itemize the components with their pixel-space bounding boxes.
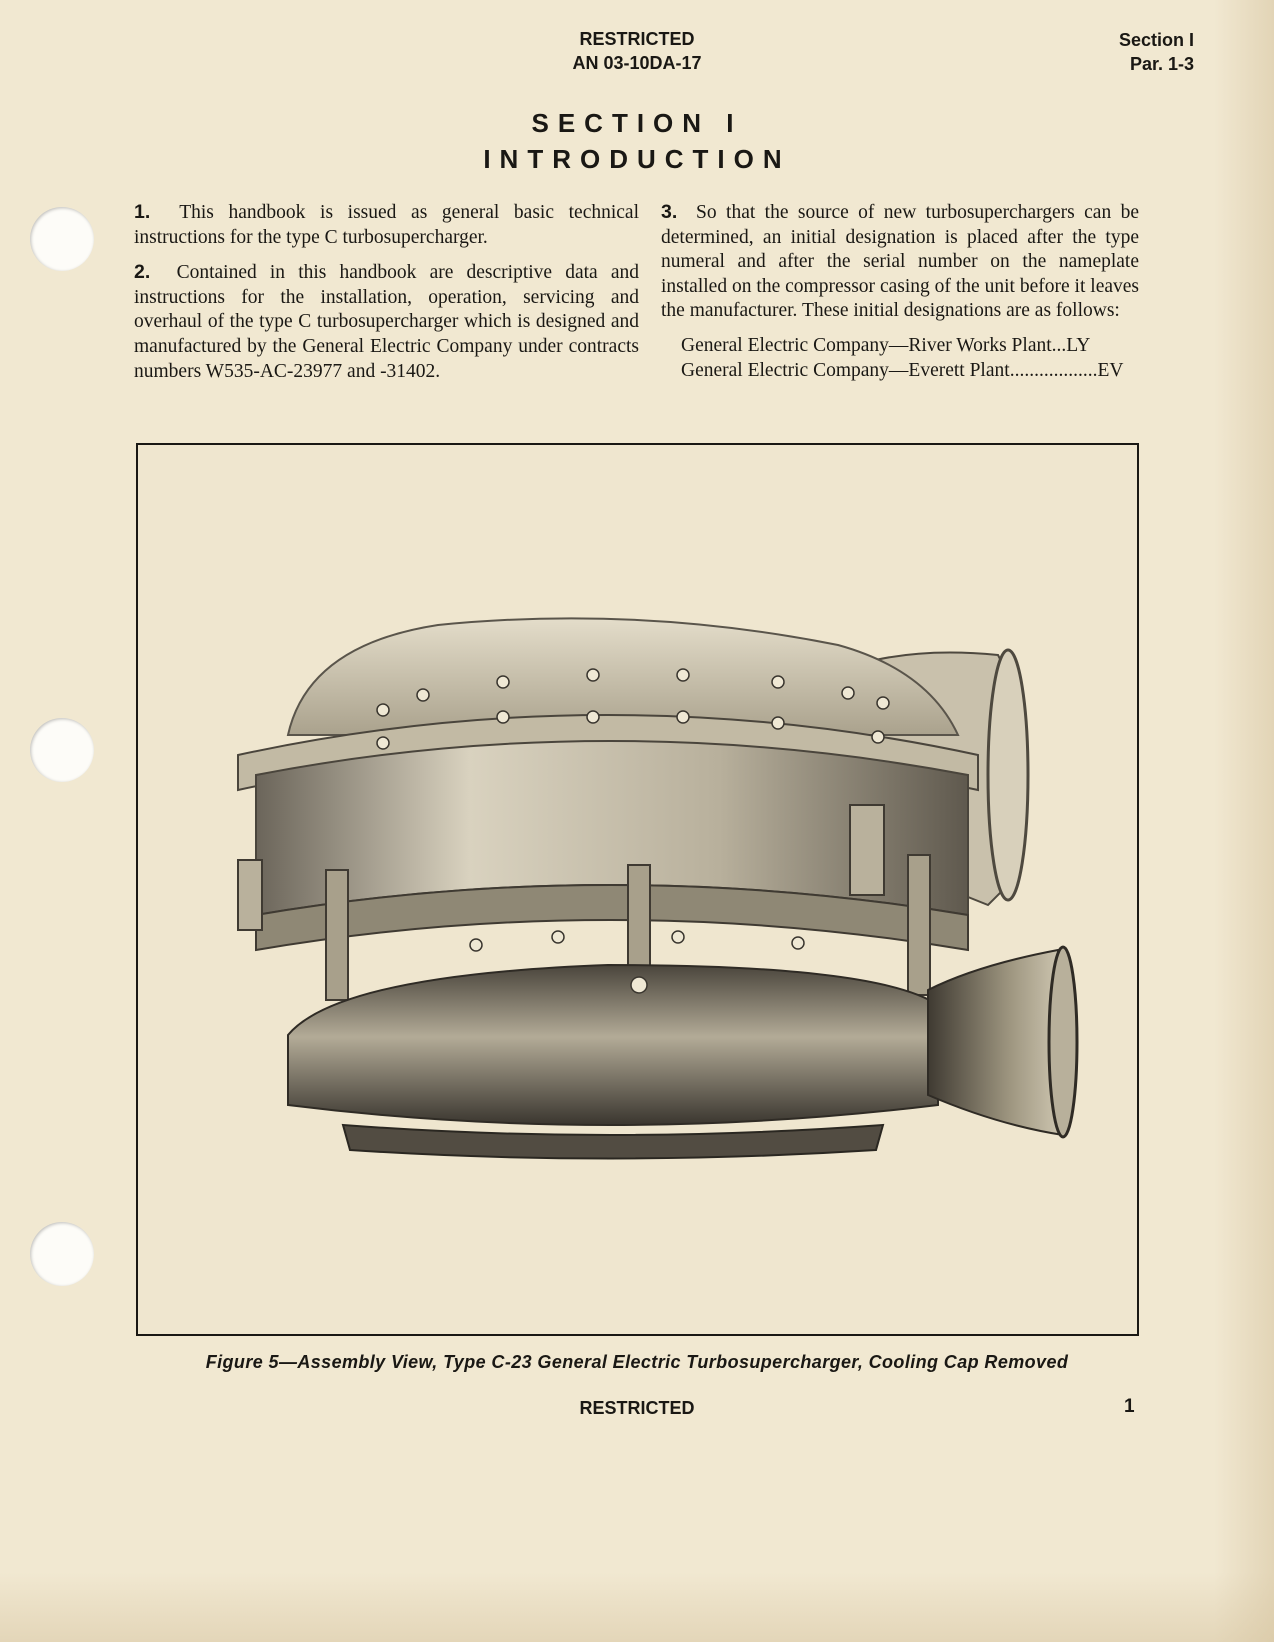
turbosupercharger-photo: [138, 445, 1139, 1336]
binder-hole-top: [30, 207, 94, 271]
header-section: Section I: [1118, 30, 1194, 50]
binder-hole-bottom: [30, 1222, 94, 1286]
designation-line-2: General Electric Company—Everett Plant..................EV: [681, 359, 1124, 381]
header-doc-number: AN 03-10DA-17: [572, 53, 702, 73]
paragraph-number: 2.: [134, 261, 151, 284]
paragraph-number: 1.: [134, 201, 151, 223]
figure-frame: [136, 443, 1139, 1336]
page-header-right: [1119, 28, 1194, 76]
figure-caption: Figure 5—Assembly View, Type C-23 General Electric Turbosupercharger, Cooling Cap Removed: [205, 1352, 1069, 1372]
paragraph-3: [661, 200, 1139, 324]
left-column: [134, 200, 639, 394]
paragraph-text: So that the source of new turbosuperchargers can be determined, an initial designation is placed after the type numeral and after the serial number on the nameplate installed on the compressor casing of the unit before it leaves the manufacturer. These initial designations are as follows:: [661, 202, 1139, 322]
paragraph-1: [134, 200, 639, 250]
paragraph-number: 3.: [661, 201, 678, 223]
page-number: 1: [1124, 1396, 1135, 1417]
paragraph-2: [134, 260, 639, 384]
page-bottom-shadow: [0, 1572, 1274, 1642]
paragraph-text: This handbook is issued as general basic technical instructions for the type C turbosupercharger.: [134, 202, 640, 248]
section-title: SECTION I: [531, 108, 743, 138]
right-column: [661, 200, 1139, 383]
page-edge-shadow: [1214, 0, 1274, 1642]
paragraph-text: Contained in this handbook are descriptive data and instructions for the installation, operation, servicing and overhaul of the type C turbosupercharger which is designed and manufactured by the General Electric Company under contracts numbers W535-AC-23977 and -31402.: [134, 262, 640, 382]
header-classification: RESTRICTED: [579, 29, 695, 49]
footer-classification: RESTRICTED: [579, 1398, 695, 1418]
section-subtitle: INTRODUCTION: [483, 144, 791, 174]
header-paragraphs: Par. 1-3: [1129, 54, 1194, 74]
designation-line-1: General Electric Company—River Works Plant...LY: [681, 334, 1091, 356]
page-header-center: [537, 27, 737, 75]
binder-hole-middle: [30, 718, 94, 782]
